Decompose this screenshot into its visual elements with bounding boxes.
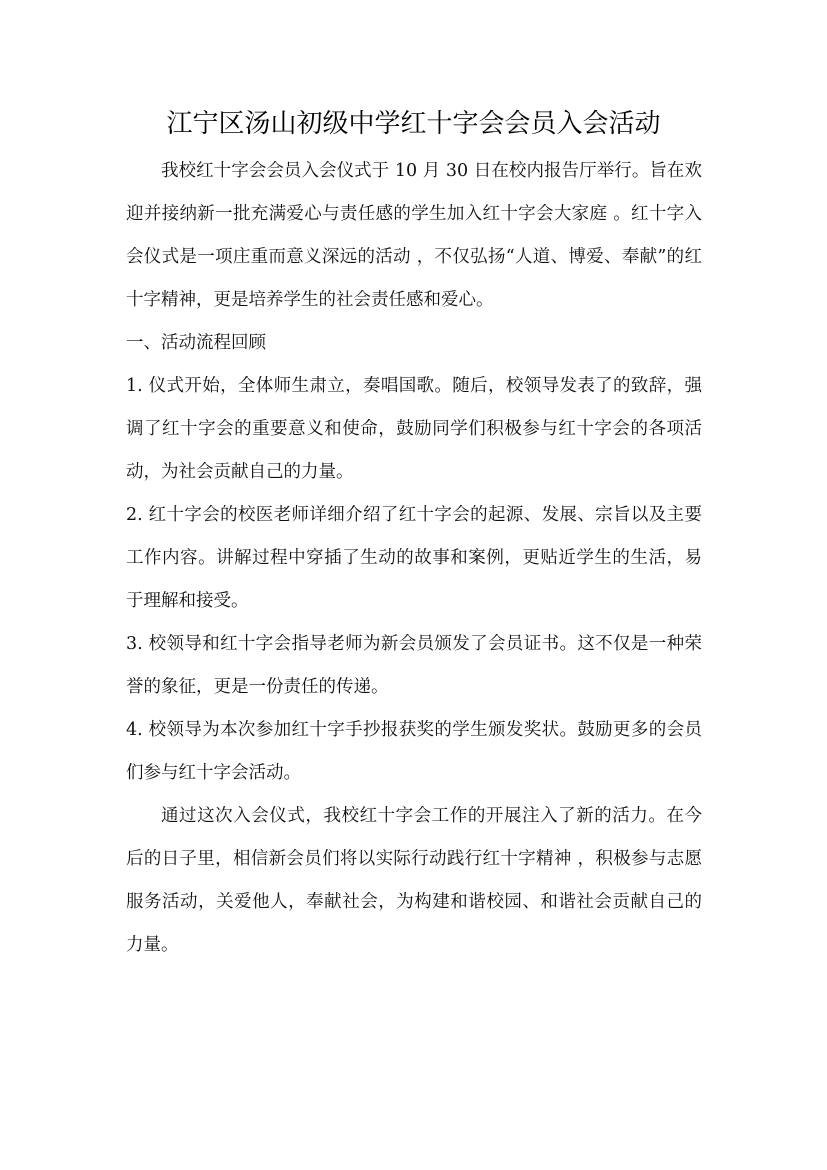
section-heading: 一、活动流程回顾 [126, 333, 266, 353]
document-body [126, 150, 702, 967]
intro-paragraph: 我校红十字会会员入会仪式于 10 月 30 日在校内报告厅举行。旨在欢迎并接纳新一批充满爱心与责任感的学生加入红十字会大家庭 。红十字入会仪式是一项庄重而意义深远的活动 ，不仅弘扬“人道、博爱、奉献”的红十字精神，更是培养学生的社会责任感和爱心。 [126, 161, 702, 310]
list-item-1: 1. 仪式开始，全体师生肃立，奏唱国歌。随后，校领导发表了的致辞，强调了红十字会的重要意义和使命，鼓励同学们积极参与红十字会的各项活动，为社会贡献自己的力量。 [126, 376, 702, 482]
conclusion-paragraph: 通过这次入会仪式，我校红十字会工作的开展注入了新的活力。在今后的日子里，相信新会员们将以实际行动践行红十字精神 ，积极参与志愿服务活动，关爱他人，奉献社会，为构建和谐校园、和谐社会贡献自己的力量。 [126, 806, 702, 955]
list-item-4: 4. 校领导为本次参加红十字手抄报获奖的学生颁发奖状。鼓励更多的会员们参与红十字会活动。 [126, 720, 702, 783]
list-item-2: 2. 红十字会的校医老师详细介绍了红十字会的起源、发展、宗旨以及主要工作内容。讲解过程中穿插了生动的故事和案例，更贴近学生的生活，易于理解和接受。 [126, 505, 702, 611]
document-title: 江宁区汤山初级中学红十字会会员入会活动 [166, 109, 661, 139]
list-item-3: 3. 校领导和红十字会指导老师为新会员颁发了会员证书。这不仅是一种荣誉的象征，更是一份责任的传递。 [126, 634, 702, 697]
